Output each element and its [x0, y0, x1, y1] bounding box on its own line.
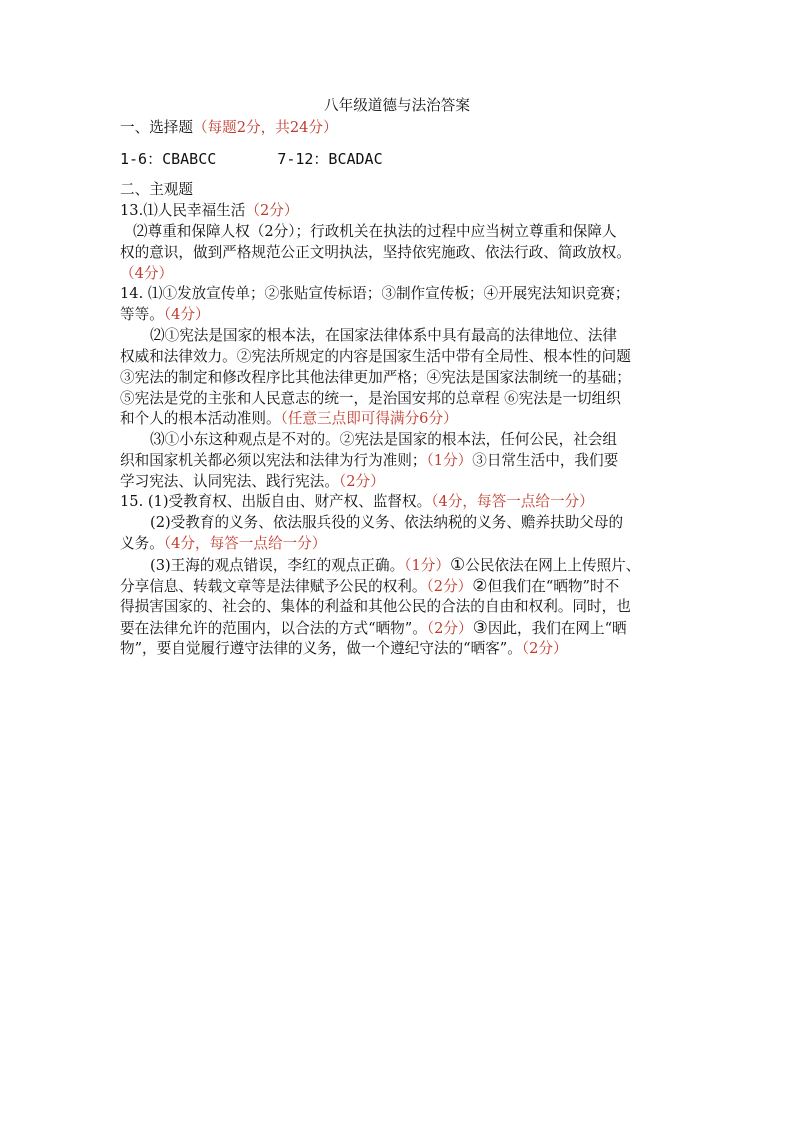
q14-part3-score-a: （1分） — [426, 452, 473, 469]
q14-part2-line3: ③宪法的制定和修改程序比其他法律更加严格；④宪法是国家法制统一的基础； — [120, 369, 631, 386]
choice-answers-7-12: 7-12：BCADAC — [277, 150, 383, 168]
q15-part3-line1-text: (3)王海的观点错误，李红的观点正确。 — [150, 557, 405, 574]
section-2-heading: 二、主观题 — [120, 181, 193, 198]
q14-part3-line3 — [120, 472, 385, 492]
q15-part3-mark-1: ① — [449, 555, 466, 575]
q15-part3-line4-rest: 因此，我们在网上“晒 — [487, 620, 627, 637]
q13-part2-line2: 权的意识，做到严格规范公正文明执法，坚持依宪施政、依法行政、简政放权。 — [120, 244, 631, 261]
q15-part3-score-b: （2分） — [426, 578, 473, 595]
q14-part1-line2 — [120, 305, 210, 325]
q15-part3-mark-3: ③ — [472, 618, 488, 638]
q15-part1 — [120, 492, 594, 512]
q15-part3-line1-rest: 公民依法在网上上传照片、 — [465, 557, 641, 574]
q15-part3-line4 — [120, 618, 627, 639]
q15-part2-line2 — [120, 534, 326, 554]
q15-part3-line5-text: 物”，要自觉履行遵守法律的义务，做一个遵纪守法的“晒客”。 — [120, 640, 522, 657]
q15-part3-score-a: （1分） — [404, 557, 450, 574]
q14-part3-score-b: （2分） — [338, 473, 385, 490]
q14-part2-score: （任意三点即可得满分6分） — [280, 410, 458, 427]
q13-part2-line1: ⑵尊重和保障人权（2分）；行政机关在执法的过程中应当树立尊重和保障人 — [133, 223, 617, 240]
q15-part2-score: （4分，每答一点给一分） — [163, 535, 327, 552]
q14-part1-score: （4分） — [163, 306, 210, 323]
section-1-heading — [120, 118, 338, 138]
q15-part2-line2-text: 义务。 — [120, 535, 164, 552]
q14-part3-line2-rest: ③日常生活中，我们要 — [472, 452, 619, 469]
q14-part3-line2 — [120, 451, 618, 471]
q14-part3-line3-text: 学习宪法、认同宪法、践行宪法。 — [120, 473, 339, 490]
q14-part2-line2: 权威和法律效力。②宪法所规定的内容是国家生活中带有全局性、根本性的问题 — [120, 348, 631, 365]
q15-part1-text: 15. (1)受教育权、出版自由、财产权、监督权。 — [120, 493, 432, 510]
q15-part3-line2-text: 分享信息、转载文章等是法律赋予公民的权利。 — [120, 578, 427, 595]
section-1-score: （每题2分，共24分） — [192, 119, 338, 136]
q15-part3-line3: 得损害国家的、社会的、集体的利益和其他公民的合法的自由和权利。同时，也 — [120, 598, 631, 615]
q13-part1-score: （2分） — [245, 202, 299, 219]
q15-part3-line2-rest: 但我们在“晒物”时不 — [487, 578, 620, 595]
q14-part1-line2-text: 等等。 — [120, 306, 164, 323]
q13-part1-text: 13.⑴人民幸福生活 — [120, 202, 246, 219]
section-1-heading-text: 一、选择题 — [120, 119, 193, 136]
q15-part3-score-c: （2分） — [426, 620, 473, 637]
q15-part2-line1: (2)受教育的义务、依法服兵役的义务、依法纳税的义务、赡养扶助父母的 — [150, 514, 624, 531]
q14-part2-line1: ⑵①宪法是国家的根本法，在国家法律体系中具有最高的法律地位、法律 — [150, 327, 618, 344]
page-title: 八年级道德与法治答案 — [324, 97, 470, 114]
q14-part2-line5 — [120, 409, 458, 429]
q13-part1 — [120, 201, 298, 221]
q14-part1-line1: 14. ⑴①发放宣传单；②张贴宣传标语；③制作宣传板；④开展宪法知识竞赛； — [120, 285, 630, 302]
q14-part2-line5-text: 和个人的根本活动准则。 — [120, 410, 281, 427]
q14-part3-line1: ⑶①小东这种观点是不对的。②宪法是国家的根本法，任何公民，社会组 — [150, 431, 618, 448]
choice-answers-1-6: 1-6：CBABCC — [120, 150, 217, 168]
q15-part1-score: （4分，每答一点给一分） — [431, 493, 594, 510]
choice-answers — [120, 149, 383, 169]
q13-part2-score: （4分） — [120, 265, 174, 282]
q15-part3-line2 — [120, 576, 619, 597]
q15-part3-line4-text: 要在法律允许的范围内，以合法的方式“晒物”。 — [120, 620, 427, 637]
q14-part2-line4: ⑤宪法是党的主张和人民意志的统一，是治国安邦的总章程 ⑥宪法是一切组织 — [120, 390, 621, 407]
q15-part3-score-d: （2分） — [521, 640, 568, 657]
q15-part3-line1 — [150, 555, 640, 576]
q15-part3-mark-2: ② — [472, 576, 488, 596]
q14-part3-line2-text: 织和国家机关都必须以宪法和法律为行为准则； — [120, 452, 427, 469]
q15-part3-line5 — [120, 639, 568, 659]
